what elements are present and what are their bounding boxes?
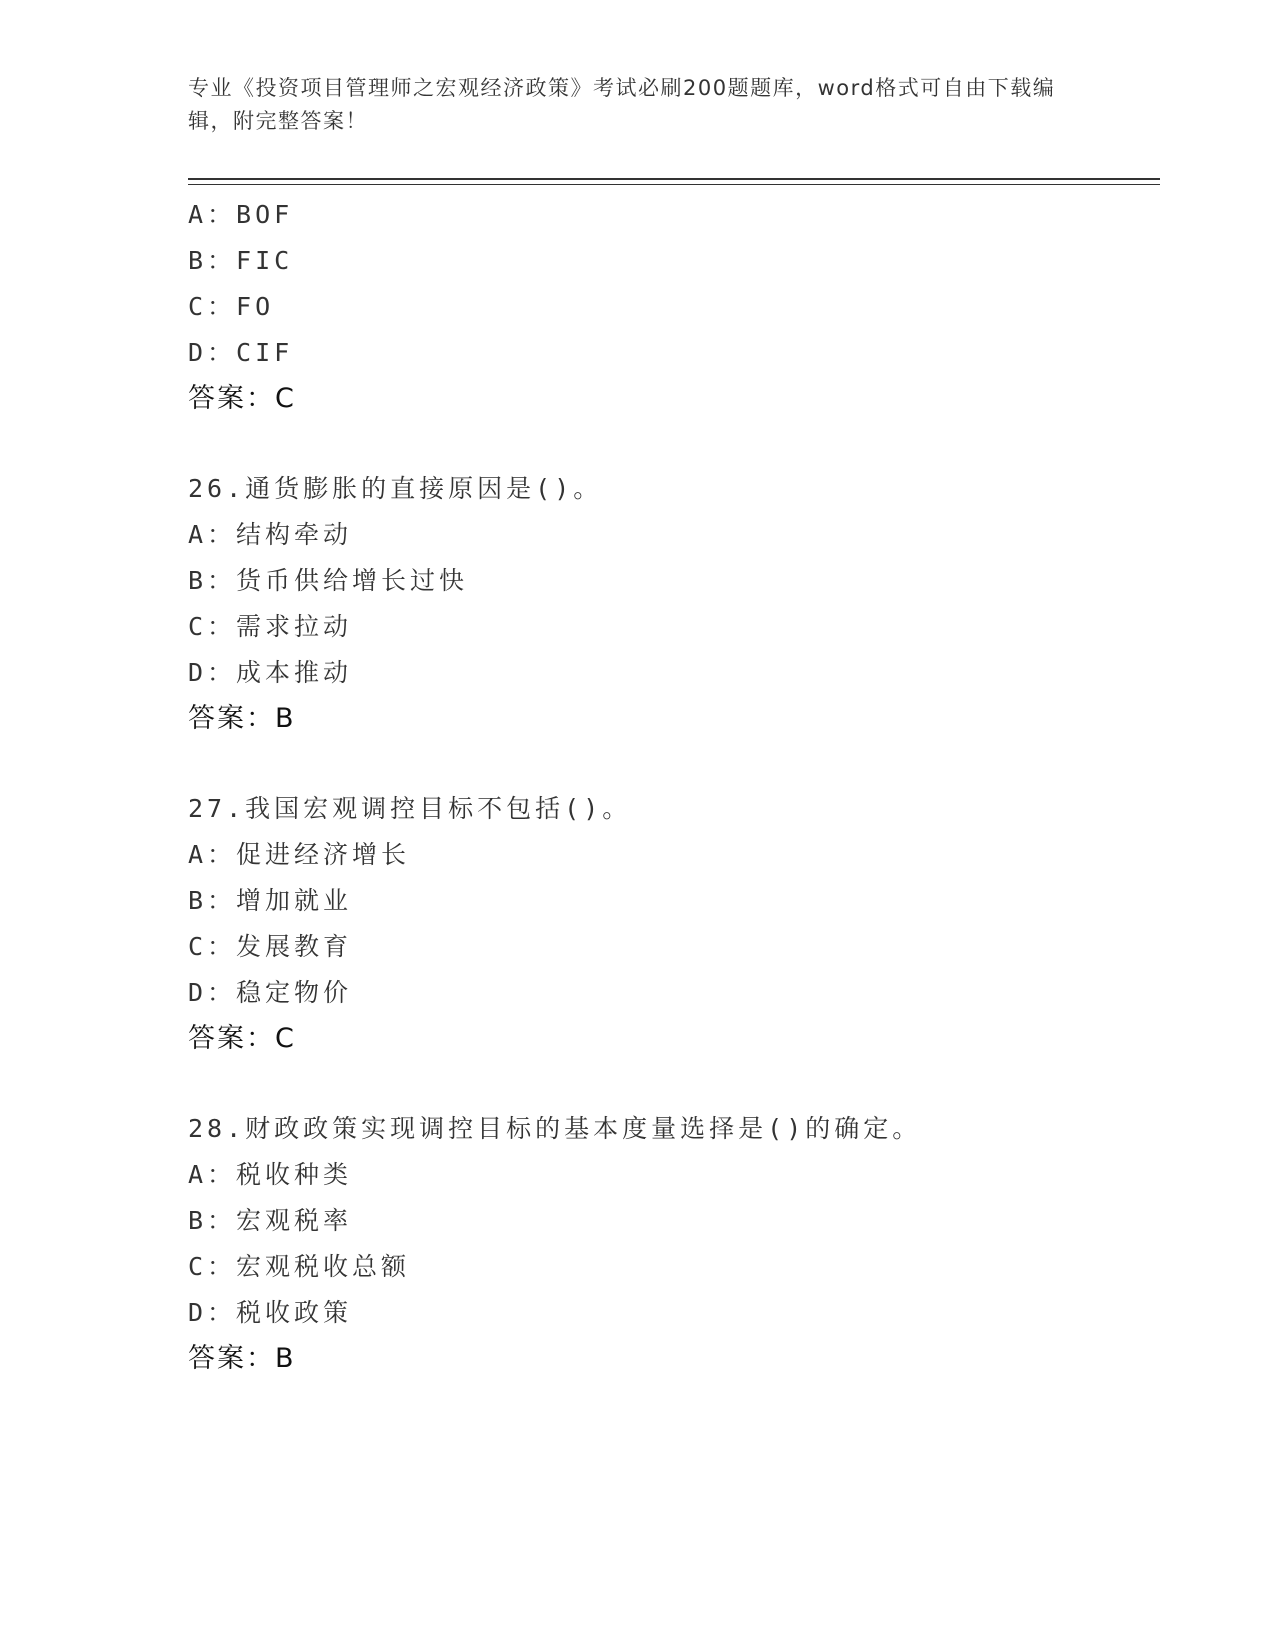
option-d: D：税收政策 (188, 1298, 353, 1327)
option-c: C：发展教育 (188, 932, 353, 961)
option-a: A：促进经济增长 (188, 840, 411, 869)
option-b: B：宏观税率 (188, 1206, 353, 1235)
question-stem: 28.财政政策实现调控目标的基本度量选择是()的确定。 (188, 1114, 922, 1143)
answer: 答案：C (188, 1023, 296, 1054)
question-26 (188, 466, 1148, 742)
option-c: C：宏观税收总额 (188, 1252, 411, 1281)
option-b: B：货币供给增长过快 (188, 566, 469, 595)
answer: 答案：B (188, 703, 296, 734)
answer: 答案：B (188, 1343, 296, 1374)
option-c: C：需求拉动 (188, 612, 353, 641)
option-d: D：稳定物价 (188, 978, 353, 1007)
question-27 (188, 786, 1148, 1062)
question-stem: 27.我国宏观调控目标不包括()。 (188, 794, 632, 823)
document-header: 专业《投资项目管理师之宏观经济政策》考试必刷200题题库，word格式可自由下载编辑，附完整答案！ (188, 76, 1056, 133)
option-b: B：增加就业 (188, 886, 353, 915)
option-d: D：成本推动 (188, 658, 353, 687)
prev-question-block (188, 192, 1148, 422)
question-list (188, 192, 1148, 1382)
question-stem: 26.通货膨胀的直接原因是()。 (188, 474, 603, 503)
answer: 答案：C (188, 383, 296, 414)
option-a: A：税收种类 (188, 1160, 353, 1189)
header-divider-thick (188, 178, 1160, 180)
option-c: C：FO (188, 292, 275, 321)
option-b: B：FIC (188, 246, 294, 275)
header-divider-thin (188, 184, 1160, 185)
option-d: D：CIF (188, 338, 294, 367)
question-28 (188, 1106, 1148, 1382)
option-a: A：结构牵动 (188, 520, 353, 549)
option-a: A：BOF (188, 200, 294, 229)
